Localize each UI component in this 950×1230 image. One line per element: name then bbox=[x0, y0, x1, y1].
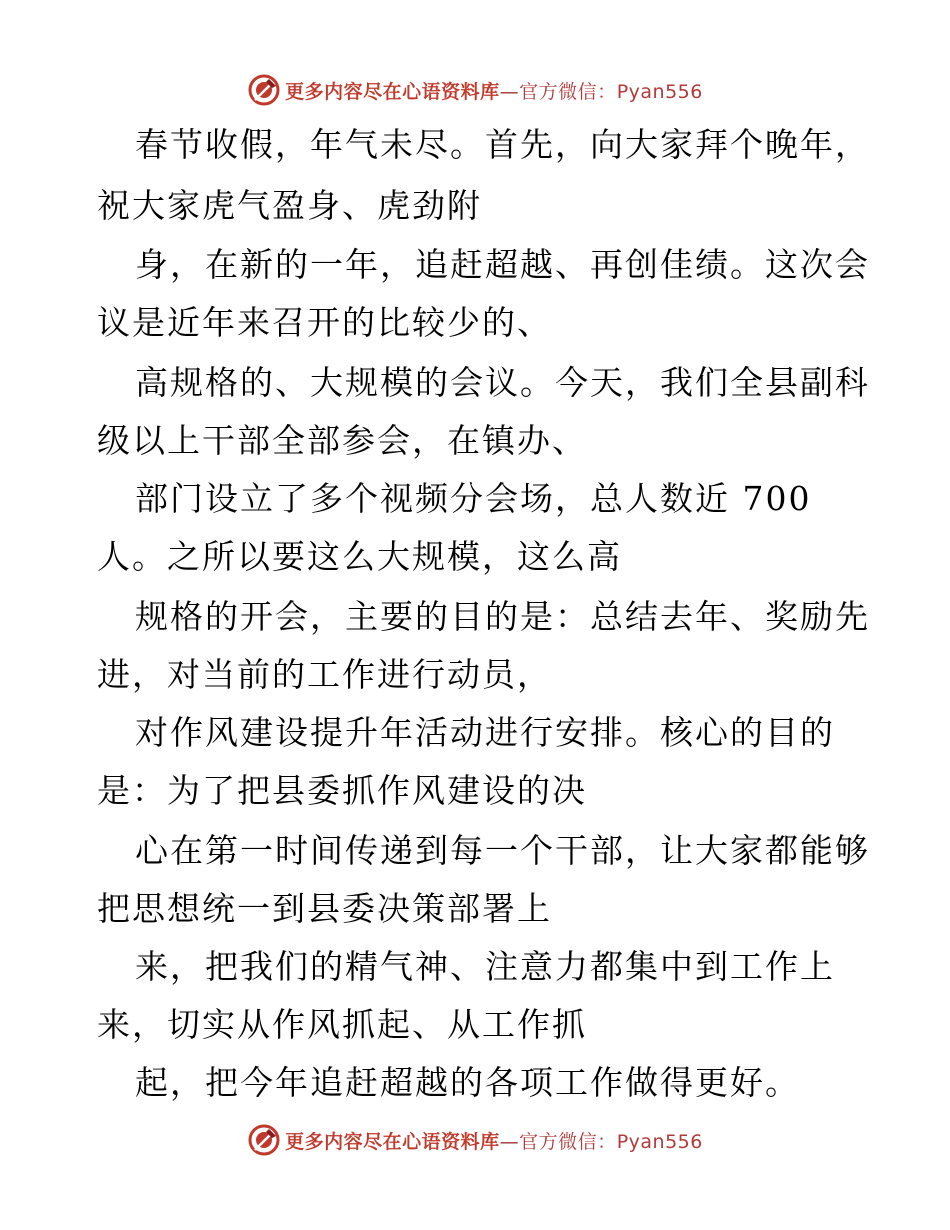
paragraph-8-line-1: 来，把我们的精气神、注意力都集中到工作上 bbox=[135, 947, 835, 986]
paragraph-2-line-1: 身，在新的一年，追赶超越、再创佳绩。这次会 bbox=[135, 245, 870, 284]
watermark-separator: — bbox=[499, 80, 520, 103]
watermark-suffix: 官方微信： bbox=[519, 1130, 617, 1153]
watermark-suffix: 官方微信： bbox=[519, 80, 617, 103]
brush-logo-icon bbox=[247, 1123, 281, 1157]
paragraph-8-line-2: 来，切实从作风抓起、从工作抓 bbox=[97, 1005, 587, 1044]
paragraph-5-line-2: 进，对当前的工作进行动员， bbox=[97, 655, 552, 694]
watermark-wechat-id: Pyan556 bbox=[616, 1130, 703, 1153]
paragraph-9-line-1: 起，把今年追赶超越的各项工作做得更好。 bbox=[135, 1063, 800, 1102]
paragraph-6-line-2: 是：为了把县委抓作风建设的决 bbox=[97, 771, 587, 810]
paragraph-4-line-2: 人。之所以要这么大规模，这么高 bbox=[97, 537, 622, 576]
paragraph-6-line-1: 对作风建设提升年活动进行安排。核心的目的 bbox=[135, 713, 835, 752]
paragraph-1-line-1: 春节收假，年气未尽。首先，向大家拜个晚年， bbox=[135, 125, 870, 164]
paragraph-7-line-1: 心在第一时间传递到每一个干部，让大家都能够 bbox=[135, 831, 870, 870]
paragraph-1-line-2: 祝大家虎气盈身、虎劲附 bbox=[97, 186, 482, 225]
paragraph-7-line-2: 把思想统一到县委决策部署上 bbox=[97, 889, 552, 928]
watermark-brand: 更多内容尽在心语资料库 bbox=[285, 1130, 500, 1153]
watermark-separator: — bbox=[499, 1130, 520, 1153]
watermark-text bbox=[285, 1127, 703, 1154]
paragraph-3-line-1: 高规格的、大规模的会议。今天，我们全县副科 bbox=[135, 363, 870, 402]
watermark-brand: 更多内容尽在心语资料库 bbox=[285, 80, 500, 103]
paragraph-4-line-1: 部门设立了多个视频分会场，总人数近 700 bbox=[135, 479, 812, 518]
paragraph-5-line-1: 规格的开会，主要的目的是：总结去年、奖励先 bbox=[135, 597, 870, 636]
paragraph-3-line-2: 级以上干部全部参会，在镇办、 bbox=[97, 421, 587, 460]
paragraph-2-line-2: 议是近年来召开的比较少的、 bbox=[97, 303, 552, 342]
footer-watermark bbox=[0, 1120, 950, 1160]
watermark-wechat-id: Pyan556 bbox=[616, 80, 703, 103]
